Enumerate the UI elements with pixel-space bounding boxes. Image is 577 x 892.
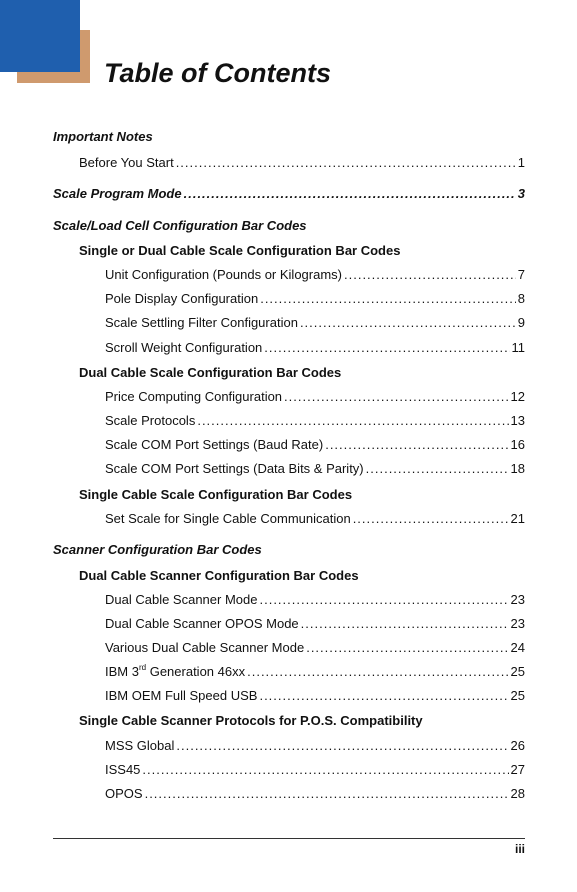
toc-entry-page: 8 [517,291,525,306]
toc-entry-ibm-3rd-generation[interactable] [105,664,525,680]
toc-entry-title: Scroll Weight Configuration [105,340,263,355]
toc-entry-settling-filter[interactable] [105,315,525,331]
toc-leader-dots [344,267,516,283]
toc-entry-page: 16 [510,437,525,452]
toc-entry-page: 27 [510,762,525,777]
toc-entry-title: Set Scale for Single Cable Communication [105,511,351,526]
toc-leader-dots [259,592,508,608]
toc-leader-dots [176,738,508,754]
toc-leader-dots [300,315,516,331]
toc-leader-dots [197,413,508,429]
toc-entry-page: 13 [510,413,525,428]
toc-entry-before-you-start[interactable] [79,155,525,171]
toc-entry-title: Scale COM Port Settings (Data Bits & Parity) [105,461,364,476]
toc-entry-title: Scale COM Port Settings (Baud Rate) [105,437,324,452]
toc-entry-page: 1 [517,155,525,170]
toc-entry-opos[interactable] [105,786,525,802]
toc-entry-page: 26 [510,738,525,753]
toc-entry-ibm-oem-usb[interactable] [105,688,525,704]
toc-leader-dots [176,155,516,171]
toc-heading-scanner-configuration: Scanner Configuration Bar Codes [53,542,262,557]
toc-heading-single-cable-scanner-protocols: Single Cable Scanner Protocols for P.O.S. Compatibility [79,713,423,728]
toc-leader-dots [325,437,508,453]
toc-heading-scale-load-cell: Scale/Load Cell Configuration Bar Codes [53,218,307,233]
footer-divider [53,838,525,839]
toc-entry-various-dual-scanner[interactable] [105,640,525,656]
toc-leader-dots [184,186,516,202]
toc-leader-dots [260,291,516,307]
toc-heading-single-or-dual-cable-scale: Single or Dual Cable Scale Configuration Bar Codes [79,243,401,258]
toc-entry-page: 11 [511,340,525,355]
toc-entry-iss45[interactable] [105,762,525,778]
page-title: Table of Contents [104,58,331,88]
toc-entry-page: 18 [510,461,525,476]
toc-entry-set-scale-single-cable[interactable] [105,511,525,527]
toc-entry-scale-protocols[interactable] [105,413,525,429]
toc-entry-price-computing[interactable] [105,389,525,405]
toc-entry-scale-program-mode[interactable] [53,186,525,202]
toc-leader-dots [145,786,509,802]
toc-entry-title: ISS45 [105,762,141,777]
toc-entry-title: Dual Cable Scanner OPOS Mode [105,616,299,631]
toc-leader-dots [301,616,509,632]
toc-entry-page: 9 [517,315,525,330]
toc-leader-dots [259,688,508,704]
toc-entry-title: Before You Start [79,155,174,170]
toc-entry-title: Various Dual Cable Scanner Mode [105,640,305,655]
toc-entry-page: 23 [510,592,525,607]
toc-entry-page: 28 [510,786,525,801]
toc-leader-dots [247,664,508,680]
toc-entry-title: Pole Display Configuration [105,291,259,306]
toc-entry-pole-display[interactable] [105,291,525,307]
toc-entry-unit-configuration[interactable] [105,267,525,283]
toc-entry-page: 23 [510,616,525,631]
toc-entry-com-baud-rate[interactable] [105,437,525,453]
toc-entry-title: Unit Configuration (Pounds or Kilograms) [105,267,342,282]
toc-entry-com-data-bits[interactable] [105,461,525,477]
toc-entry-dual-scanner-mode[interactable] [105,592,525,608]
toc-heading-dual-cable-scale: Dual Cable Scale Configuration Bar Codes [79,365,342,380]
toc-leader-dots [353,511,509,527]
toc-leader-dots [264,340,509,356]
toc-leader-dots [284,389,508,405]
toc-heading-dual-cable-scanner: Dual Cable Scanner Configuration Bar Codes [79,568,359,583]
toc-heading-important-notes: Important Notes [53,129,153,144]
toc-leader-dots [366,461,509,477]
toc-entry-page: 25 [510,688,525,703]
toc-entry-page: 12 [510,389,525,404]
toc-entry-page: 21 [510,511,525,526]
toc-entry-title: Scale Settling Filter Configuration [105,315,298,330]
toc-entry-title-post: Generation 46xx [146,664,246,679]
toc-entry-title: IBM OEM Full Speed USB [105,688,258,703]
toc-entry-title: Dual Cable Scanner Mode [105,592,258,607]
toc-entry-scroll-weight[interactable] [105,340,525,356]
toc-entry-mss-global[interactable] [105,738,525,754]
toc-leader-dots [142,762,508,778]
toc-entry-title [105,664,245,680]
toc-entry-title: MSS Global [105,738,175,753]
toc-entry-page: 25 [510,664,525,679]
toc-entry-page: 3 [517,186,525,201]
page-number: iii [514,842,525,856]
toc-entry-title: Scale Program Mode [53,186,182,201]
toc-leader-dots [306,640,508,656]
toc-entry-page: 24 [510,640,525,655]
toc-entry-title: OPOS [105,786,143,801]
toc-entry-title-superscript: rd [138,663,147,672]
toc-entry-title: Price Computing Configuration [105,389,283,404]
toc-entry-dual-scanner-opos[interactable] [105,616,525,632]
toc-entry-page: 7 [517,267,525,282]
toc-entry-title: Scale Protocols [105,413,196,428]
toc-heading-single-cable-scale: Single Cable Scale Configuration Bar Codes [79,487,353,502]
toc-entry-title-pre: IBM 3 [105,664,139,679]
